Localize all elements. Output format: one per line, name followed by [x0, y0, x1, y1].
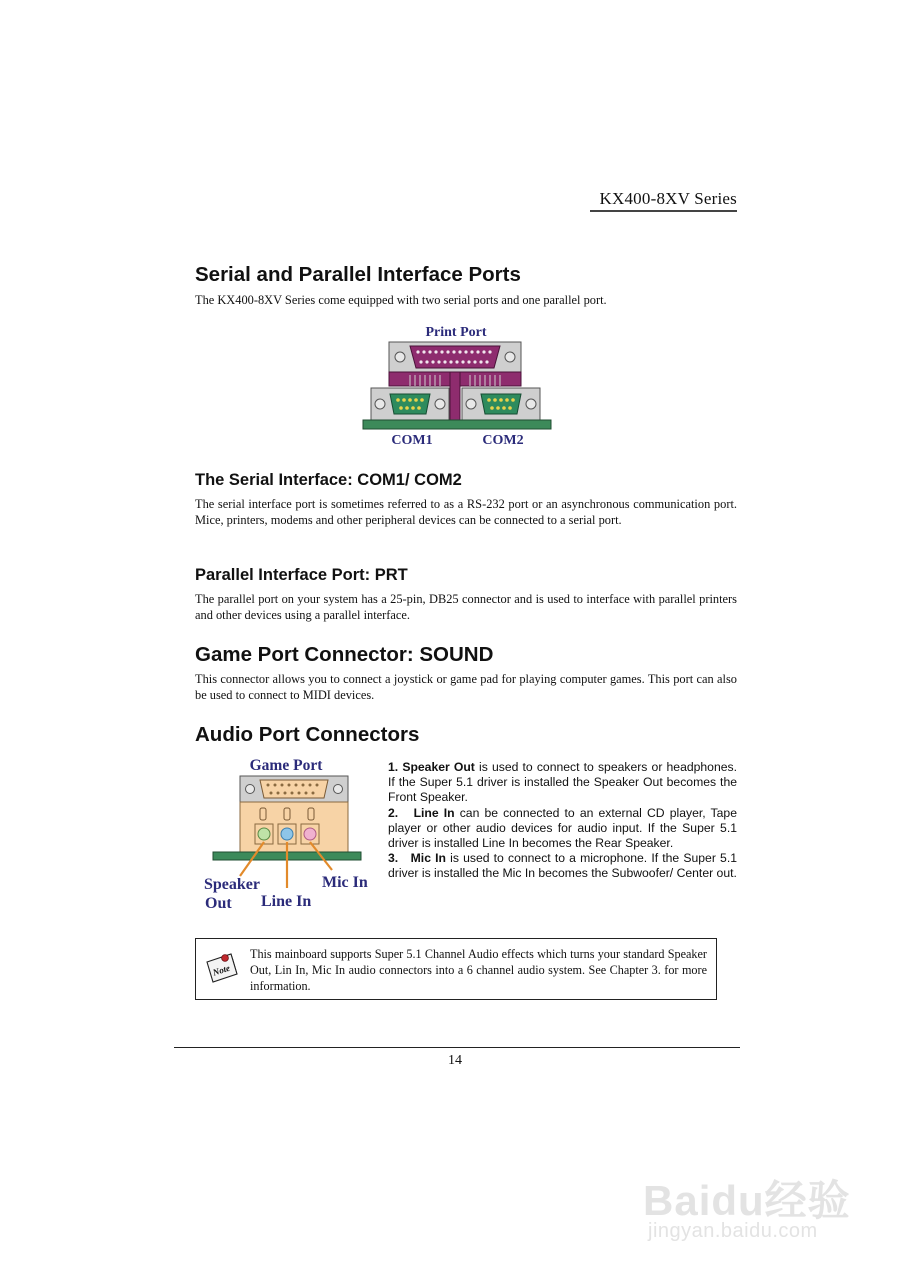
note-icon-label: Note — [211, 962, 232, 978]
footer-rule — [174, 1047, 740, 1048]
com2-connector — [462, 388, 540, 420]
audio-item-line-in: 2. Line In can be connected to an external CD player, Tape player or other audio devices for audio input. If the Super 5.1 driver is installed Line In becomes the Rear Speaker. — [388, 805, 737, 851]
section-body-parallel: The parallel port on your system has a 25-pin, DB25 connector and is used to interface with parallel printers and other devices using a parallel interface. — [195, 592, 737, 622]
section-body-game: This connector allows you to connect a joystick or game pad for playing computer games. This port can also be used to connect to MIDI devices. — [195, 672, 737, 702]
com1-label: COM1 — [391, 433, 433, 448]
audio-item-mic-in: 3. Mic In is used to connect to a microphone. If the Super 5.1 driver is installed the Mic In becomes the Subwoofer/ Center out. — [388, 851, 737, 881]
com1-connector — [371, 388, 449, 420]
ports-figure — [360, 320, 554, 450]
audio-description-list — [388, 760, 737, 882]
page-number: 14 — [448, 1053, 462, 1068]
com2-label: COM2 — [482, 433, 524, 448]
section-body-serial: The serial interface port is sometimes referred to as a RS-232 port or an asynchronous communication port. Mice, printers, modems and other peripheral devices can be connected to a serial port. — [195, 497, 737, 527]
section-intro-ports: The KX400-8XV Series come equipped with two serial ports and one parallel port. — [195, 293, 607, 307]
watermark-logo: Baidu经验 — [643, 1177, 851, 1224]
audio-item-speaker-out: 1. Speaker Out is used to connect to speakers or headphones. If the Super 5.1 driver is installed the Speaker Out becomes the Front Speaker. — [388, 760, 737, 805]
speaker-label: Speaker — [204, 876, 260, 893]
mic-in-label: Mic In — [322, 874, 368, 891]
audio-jack-panel — [240, 802, 348, 852]
section-title-serial: The Serial Interface: COM1/ COM2 — [195, 471, 462, 489]
out-label: Out — [205, 895, 232, 912]
game-port-connector — [240, 776, 348, 802]
section-title-audio: Audio Port Connectors — [195, 723, 420, 746]
line-in-label: Line In — [261, 893, 312, 910]
section-title-game: Game Port Connector: SOUND — [195, 643, 494, 666]
watermark-url: jingyan.baidu.com — [648, 1220, 818, 1242]
speaker-out-jack — [258, 828, 270, 840]
audio-figure — [200, 752, 378, 914]
section-title-ports: Serial and Parallel Interface Ports — [195, 263, 521, 286]
line-in-jack — [281, 828, 293, 840]
note-text: This mainboard supports Super 5.1 Channel Audio effects which turns your standard Speaker Out, Lin In, Mic In audio connectors into a 6 channel audio system. See Chapter 3. for more information. — [250, 947, 707, 993]
print-port-label: Print Port — [425, 325, 487, 340]
note-icon — [203, 950, 241, 986]
board-base — [363, 420, 551, 429]
mic-in-jack — [304, 828, 316, 840]
series-header: KX400-8XV Series — [590, 189, 737, 212]
section-title-parallel: Parallel Interface Port: PRT — [195, 566, 408, 584]
game-port-label: Game Port — [249, 757, 323, 774]
